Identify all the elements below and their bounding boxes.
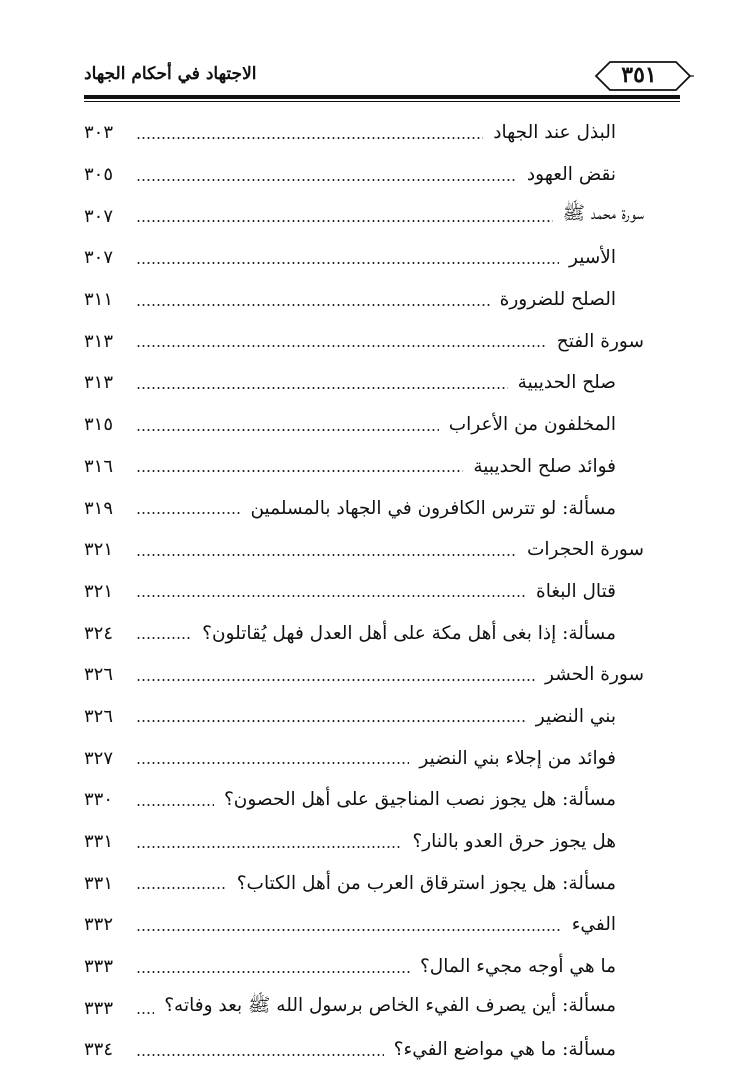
toc-page-number: ٣٢٤ bbox=[84, 622, 114, 644]
toc-entry-title: الفيء bbox=[571, 914, 616, 936]
toc-entry-row bbox=[84, 362, 644, 404]
toc-entry-row bbox=[84, 154, 644, 196]
toc-page-number: ٣٣٤ bbox=[84, 1039, 114, 1061]
toc-entry-row bbox=[84, 446, 644, 488]
table-of-contents bbox=[84, 112, 644, 1071]
toc-leader-dots bbox=[136, 637, 192, 639]
toc-entry-title: مسألة: إذا بغى أهل مكة على أهل العدل فهل يُقاتلون؟ bbox=[202, 622, 616, 644]
toc-leader-dots bbox=[136, 220, 553, 222]
toc-page-number: ٣١٣ bbox=[84, 330, 114, 352]
toc-leader-dots bbox=[136, 595, 526, 597]
toc-page-number: ٣٠٣ bbox=[84, 122, 114, 144]
toc-page-number: ٣٣٣ bbox=[84, 997, 114, 1019]
toc-page-number: ٣٣٠ bbox=[84, 789, 114, 811]
toc-page-number: ٣١٣ bbox=[84, 372, 114, 394]
toc-entry-title: قتال البغاة bbox=[536, 580, 616, 602]
toc-entry-title: نقض العهود bbox=[526, 164, 616, 186]
toc-entry-title: البذل عند الجهاد bbox=[493, 122, 616, 144]
toc-page-number: ٣١٦ bbox=[84, 455, 114, 477]
toc-page-number: ٣٢١ bbox=[84, 539, 114, 561]
toc-page-number: ٣٢٧ bbox=[84, 747, 114, 769]
toc-entry-title: سورة الحجرات bbox=[527, 539, 644, 561]
toc-entry-title: فوائد صلح الحديبية bbox=[473, 455, 616, 477]
page-number: ٣٥١ bbox=[621, 62, 657, 88]
header-rule-thick bbox=[84, 95, 680, 99]
toc-entry-title: هل يجوز حرق العدو بالنار؟ bbox=[412, 831, 616, 853]
toc-entry-title: مسألة: أين يصرف الفيء الخاص برسول الله ﷺ بعد وفاته؟ bbox=[164, 995, 616, 1017]
toc-leader-dots bbox=[136, 179, 517, 181]
toc-entry-row bbox=[84, 612, 644, 654]
toc-page-number: ٣٢٦ bbox=[84, 664, 114, 686]
toc-leader-dots bbox=[136, 804, 214, 806]
toc-leader-dots bbox=[136, 1054, 384, 1056]
toc-entry-row bbox=[84, 571, 644, 613]
toc-leader-dots bbox=[136, 429, 439, 431]
toc-page-number: ٣٣٢ bbox=[84, 914, 114, 936]
toc-page-number: ٣٣١ bbox=[84, 872, 114, 894]
toc-entry-row bbox=[84, 779, 644, 821]
toc-leader-dots bbox=[136, 345, 547, 347]
toc-leader-dots bbox=[136, 762, 409, 764]
toc-entry-row bbox=[84, 404, 644, 446]
toc-entry-row bbox=[84, 237, 644, 279]
toc-page-number: ٣١٥ bbox=[84, 414, 114, 436]
toc-entry-title: فوائد من إجلاء بني النضير bbox=[419, 747, 616, 769]
toc-entry-row bbox=[84, 112, 644, 154]
toc-page-number: ٣٣٣ bbox=[84, 956, 114, 978]
toc-page-number: ٣٠٧ bbox=[84, 205, 114, 227]
toc-entry-title: سورة الحشر bbox=[545, 664, 644, 686]
toc-chapter-row bbox=[84, 195, 644, 237]
toc-leader-dots bbox=[136, 887, 227, 889]
toc-entry-row bbox=[84, 821, 644, 863]
toc-page-number: ٣٠٥ bbox=[84, 164, 114, 186]
running-title: الاجتهاد في أحكام الجهاد bbox=[84, 64, 257, 84]
toc-entry-title: ما هي أوجه مجيء المال؟ bbox=[419, 956, 616, 978]
toc-entry-row bbox=[84, 987, 644, 1029]
toc-leader-dots bbox=[136, 137, 483, 139]
toc-page-number: ٣٠٧ bbox=[84, 247, 114, 269]
toc-entry-title: المخلفون من الأعراب bbox=[448, 414, 616, 436]
toc-chapter-row bbox=[84, 320, 644, 362]
toc-entry-title: الأسير bbox=[569, 247, 616, 269]
toc-entry-title: مسألة: ما هي مواضع الفيء؟ bbox=[393, 1039, 616, 1061]
toc-leader-dots bbox=[136, 679, 535, 681]
toc-chapter-row bbox=[84, 529, 644, 571]
page-number-badge bbox=[594, 58, 755, 94]
toc-entry-row bbox=[84, 737, 644, 779]
toc-entry-row bbox=[84, 1029, 644, 1071]
toc-entry-row bbox=[84, 487, 644, 529]
toc-entry-title: مسألة: هل يجوز استرقاق العرب من أهل الكتاب؟ bbox=[236, 872, 616, 894]
toc-page-number: ٣٣١ bbox=[84, 831, 114, 853]
toc-leader-dots bbox=[136, 262, 559, 264]
toc-leader-dots bbox=[136, 846, 402, 848]
toc-leader-dots bbox=[136, 512, 240, 514]
toc-page-number: ٣١١ bbox=[84, 289, 114, 311]
toc-leader-dots bbox=[136, 1012, 154, 1014]
toc-entry-row bbox=[84, 696, 644, 738]
toc-entry-row bbox=[84, 279, 644, 321]
toc-leader-dots bbox=[136, 720, 526, 722]
toc-entry-row bbox=[84, 946, 644, 988]
toc-entry-title: سورة محمد ﷺ bbox=[562, 203, 644, 225]
toc-leader-dots bbox=[136, 304, 490, 306]
toc-leader-dots bbox=[136, 554, 517, 556]
toc-leader-dots bbox=[136, 971, 410, 973]
toc-chapter-row bbox=[84, 654, 644, 696]
toc-leader-dots bbox=[136, 387, 508, 389]
toc-entry-title: مسألة: لو تترس الكافرون في الجهاد بالمسلمين bbox=[250, 497, 616, 519]
toc-entry-title: بني النضير bbox=[535, 705, 616, 727]
toc-entry-title: سورة الفتح bbox=[556, 330, 644, 352]
toc-entry-row bbox=[84, 862, 644, 904]
toc-leader-dots bbox=[136, 929, 562, 931]
toc-entry-row bbox=[84, 904, 644, 946]
toc-entry-title: صلح الحديبية bbox=[517, 372, 616, 394]
toc-entry-title: مسألة: هل يجوز نصب المناجيق على أهل الحصون؟ bbox=[223, 789, 616, 811]
header-rule-thin bbox=[84, 101, 680, 102]
toc-entry-title: الصلح للضرورة bbox=[499, 289, 616, 311]
toc-page-number: ٣٢١ bbox=[84, 580, 114, 602]
toc-page-number: ٣٢٦ bbox=[84, 705, 114, 727]
toc-page-number: ٣١٩ bbox=[84, 497, 114, 519]
toc-leader-dots bbox=[136, 470, 463, 472]
